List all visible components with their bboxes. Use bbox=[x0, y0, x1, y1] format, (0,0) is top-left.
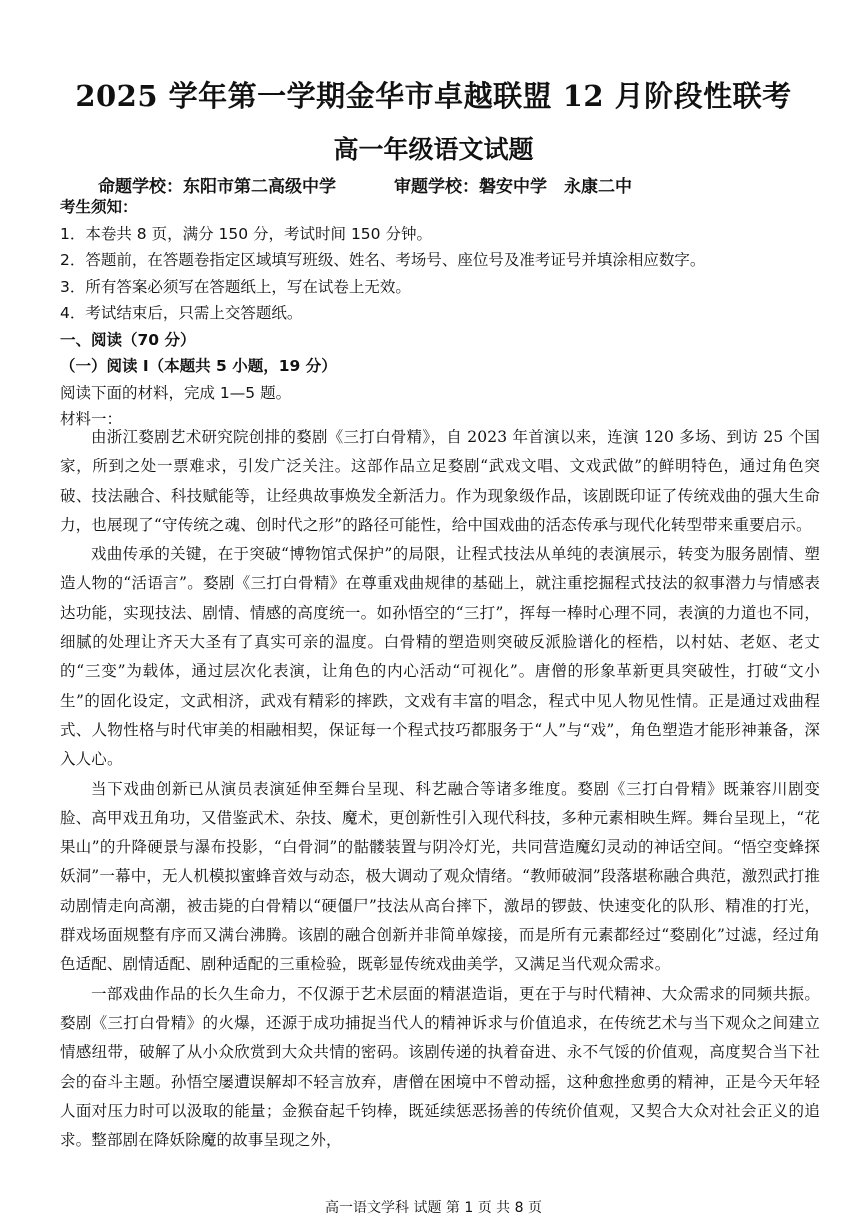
article-paragraph: 由浙江婺剧艺术研究院创排的婺剧《三打白骨精》，自 2023 年首演以来，连演 120 多场、到访 25 个国家，所到之处一票难求，引发广泛关注。这部作品立足婺剧“武戏文唱、文戏武做”的鲜明特色，通过角色突破、技法融合、科技赋能等，让经典故事焕发全新活力。作为现象级作品，该剧既印证了传统戏曲的强大生命力，也展现了“守传统之魂、创时代之形”的路径可能性，给中国戏曲的活态传承与现代化转型带来重要启示。 bbox=[60, 428, 820, 534]
section-heading: 一、阅读（70 分） bbox=[60, 330, 196, 349]
article-body bbox=[60, 423, 820, 1155]
reviewer-school: 审题学校：磐安中学 永康二中 bbox=[394, 177, 632, 197]
sub-section-heading: （一）阅读 I（本题共 5 小题，19 分） bbox=[60, 357, 337, 375]
exam-subtitle: 高一年级语文试题 bbox=[333, 135, 534, 164]
setter-school: 命题学校：东阳市第二高级中学 bbox=[98, 177, 336, 197]
instruction-text: 阅读下面的材料，完成 1—5 题。 bbox=[60, 383, 292, 402]
notice-item: 2．答题前，在答题卷指定区域填写班级、姓名、考场号、座位号及准考证号并填涂相应数字。 bbox=[60, 251, 706, 269]
notice-item: 1．本卷共 8 页，满分 150 分，考试时间 150 分钟。 bbox=[60, 224, 432, 243]
page-footer: 高一语文学科 试题 第 1 页 共 8 页 bbox=[325, 1200, 542, 1216]
notice-heading: 考生须知： bbox=[60, 198, 138, 216]
material-label: 材料一： bbox=[60, 410, 123, 428]
article-paragraph: 戏曲传承的关键，在于突破“博物馆式保护”的局限，让程式技法从单纯的表演展示，转变为服务剧情、塑造人物的“活语言”。婺剧《三打白骨精》在尊重戏曲规律的基础上，就注重挖掘程式技法的叙事潜力与情感表达功能，实现技法、剧情、情感的高度统一。如孙悟空的“三打”，挥每一棒时心理不同，表演的力道也不同，细腻的处理让齐天大圣有了真实可亲的温度。白骨精的塑造则突破反派脸谱化的桎梏，以村姑、老妪、老丈的“三变”为载体，通过层次化表演，让角色的内心活动“可视化”。唐僧的形象革新更具突破性，打破“文小生”的固化设定，文武相济，武戏有精彩的摔跌，文戏有丰富的唱念，程式中见人物见性情。正是通过戏曲程式、人物性格与时代审美的相融相契，保证每一个程式技巧都服务于“人”与“戏”，角色塑造才能形神兼备，深入人心。 bbox=[60, 545, 820, 769]
article-paragraph: 一部戏曲作品的长久生命力，不仅源于艺术层面的精湛造诣，更在于与时代精神、大众需求的同频共振。婺剧《三打白骨精》的火爆，还源于成功捕捉当代人的精神诉求与价值追求，在传统艺术与当下观众之间建立情感纽带，破解了从小众欣赏到大众共情的密码。该剧传递的执着奋进、永不气馁的价值观，高度契合当下社会的奋斗主题。孙悟空屡遭误解却不轻言放弃，唐僧在困境中不曾动摇，这种愈挫愈勇的精神，正是今天年轻人面对压力时可以汲取的能量；金猴奋起千钧棒，既延续惩恶扬善的传统价值观，又契合大众对社会正义的追求。整部剧在降妖除魔的故事呈现之外， bbox=[60, 984, 820, 1150]
notice-block bbox=[60, 194, 820, 433]
notice-item: 4．考试结束后，只需上交答题纸。 bbox=[60, 304, 303, 322]
article-paragraph: 当下戏曲创新已从演员表演延伸至舞台呈现、科艺融合等诸多维度。婺剧《三打白骨精》既兼容川剧变脸、高甲戏丑角功，又借鉴武术、杂技、魔术，更创新性引入现代科技，多种元素相映生辉。舞台呈现上，“花果山”的升降硬景与瀑布投影，“白骨洞”的骷髅装置与阴冷灯光，共同营造魔幻灵动的神话空间。“悟空变蜂探妖洞”一幕中，无人机模拟蜜蜂音效与动态，极大调动了观众情绪。“教师破洞”段落堪称融合典范，激烈武打推动剧情走向高潮，被击毙的白骨精以“硬僵尸”技法从高台摔下，激昂的锣鼓、快速变化的队形、精准的打光，群戏场面规整有序而又满台沸腾。该剧的融合创新并非简单嫁接，而是所有元素都经过“婺剧化”过滤，经过角色适配、剧情适配、剧种适配的三重检验，既彰显传统戏曲美学，又满足当代观众需求。 bbox=[60, 779, 820, 974]
exam-title: 2025 学年第一学期金华市卓越联盟 12 月阶段性联考 bbox=[75, 79, 792, 113]
notice-item: 3．所有答案必须写在答题纸上，写在试卷上无效。 bbox=[60, 277, 411, 296]
